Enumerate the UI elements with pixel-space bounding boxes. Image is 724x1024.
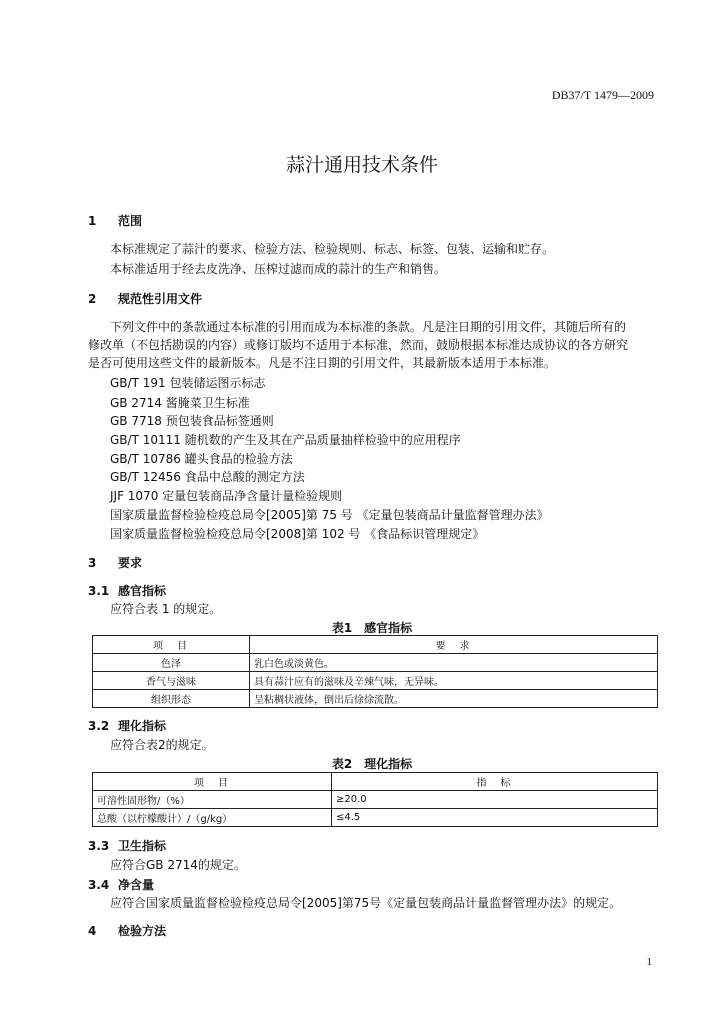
reference-item: GB/T 12456 食品中总酸的测定方法: [110, 470, 305, 484]
section-title: 范围: [118, 214, 143, 228]
table-cell: 总酸（以柠檬酸计）/（g/kg）: [93, 809, 332, 827]
sensory-table: [92, 635, 658, 708]
table-cell: 色泽: [93, 654, 250, 672]
section-3-heading: [88, 554, 142, 571]
subsection-title: 理化指标: [118, 719, 167, 733]
section-number: 4: [88, 924, 97, 938]
table-cell: 香气与滋味: [93, 672, 250, 690]
table-1-caption: 表1 感官指标: [331, 621, 413, 635]
table-row: [93, 672, 658, 690]
subsection-3-3-heading: [88, 837, 166, 854]
reference-item: GB/T 10111 随机数的产生及其在产品质量抽样检验中的应用程序: [110, 433, 461, 447]
section-title: 规范性引用文件: [118, 292, 203, 306]
reference-item: 国家质量监督检验检疫总局令[2005]第 75 号 《定量包装商品计量监督管理办法》: [110, 508, 549, 522]
table-cell: 可溶性固形物/（%）: [93, 791, 332, 809]
table-row: [93, 690, 658, 708]
table-cell: 呈粘稠状液体，倒出后徐徐流散。: [250, 690, 658, 708]
section-title: 要求: [118, 556, 143, 570]
subsection-number: 3.3: [88, 839, 110, 853]
page-number: 1: [646, 956, 652, 968]
document-title: 蒜汁通用技术条件: [285, 154, 438, 176]
paragraph: 本标准规定了蒜汁的要求、检验方法、检验规则、标志、标签、包装、运输和贮存。: [110, 242, 555, 256]
table-cell: 组织形态: [93, 690, 250, 708]
table-row: [93, 654, 658, 672]
table-cell: ≤4.5: [332, 809, 658, 827]
table-cell: 具有蒜汁应有的滋味及辛辣气味，无异味。: [250, 672, 658, 690]
table-header-cell: 要 求: [250, 636, 658, 654]
reference-item: GB 7718 预包装食品标签通则: [110, 414, 274, 428]
table-header-cell: 项 目: [93, 773, 332, 791]
standard-code: DB37/T 1479—2009: [551, 88, 654, 102]
paragraph-line: 修改单（不包括勘误的内容）或修订版均不适用于本标准，然而，鼓励根据本标准达成协议的各方研究: [88, 338, 629, 352]
section-4-heading: [88, 922, 166, 939]
reference-item: 国家质量监督检验检疫总局令[2008]第 102 号 《食品标识管理规定》: [110, 527, 485, 541]
paragraph: 应符合表 1 的规定。: [110, 602, 222, 616]
table-cell: ≥20.0: [332, 791, 658, 809]
subsection-number: 3.4: [88, 878, 110, 892]
subsection-3-1-heading: [88, 582, 166, 599]
subsection-title: 卫生指标: [118, 839, 167, 853]
reference-item: JJF 1070 定量包装商品净含量计量检验规则: [110, 489, 343, 503]
paragraph-line: 下列文件中的条款通过本标准的引用而成为本标准的条款。凡是注日期的引用文件，其随后所有的: [110, 320, 627, 334]
table-row: [93, 809, 658, 827]
paragraph: 本标准适用于经去皮洗净、压榨过滤而成的蒜汁的生产和销售。: [110, 262, 447, 276]
table-row: [93, 791, 658, 809]
reference-item: GB/T 191 包装储运图示标志: [110, 376, 266, 390]
paragraph: 应符合GB 2714的规定。: [110, 858, 246, 872]
physicochemical-table: [92, 772, 658, 827]
table-cell: 乳白色或淡黄色。: [250, 654, 658, 672]
paragraph: 应符合国家质量监督检验检疫总局令[2005]第75号《定量包装商品计量监督管理办法》的规定。: [110, 896, 622, 910]
table-header-row: [93, 773, 658, 791]
table-header-cell: 项 目: [93, 636, 250, 654]
reference-item: GB 2714 酱腌菜卫生标准: [110, 396, 250, 410]
table-header-cell: 指 标: [332, 773, 658, 791]
section-1-heading: [88, 212, 142, 229]
section-title: 检验方法: [118, 924, 167, 938]
section-number: 2: [88, 292, 97, 306]
subsection-title: 感官指标: [118, 584, 167, 598]
subsection-number: 3.1: [88, 584, 110, 598]
subsection-number: 3.2: [88, 719, 110, 733]
subsection-3-4-heading: [88, 876, 154, 893]
paragraph: 应符合表2的规定。: [110, 738, 214, 752]
reference-item: GB/T 10786 罐头食品的检验方法: [110, 452, 293, 466]
section-number: 1: [88, 214, 97, 228]
table-2-caption: 表2 理化指标: [331, 757, 413, 771]
section-2-heading: [88, 290, 202, 307]
section-number: 3: [88, 556, 97, 570]
table-header-row: [93, 636, 658, 654]
subsection-title: 净含量: [118, 878, 155, 892]
paragraph-line: 是否可使用这些文件的最新版本。凡是不注日期的引用文件，其最新版本适用于本标准。: [88, 356, 557, 370]
subsection-3-2-heading: [88, 717, 166, 734]
